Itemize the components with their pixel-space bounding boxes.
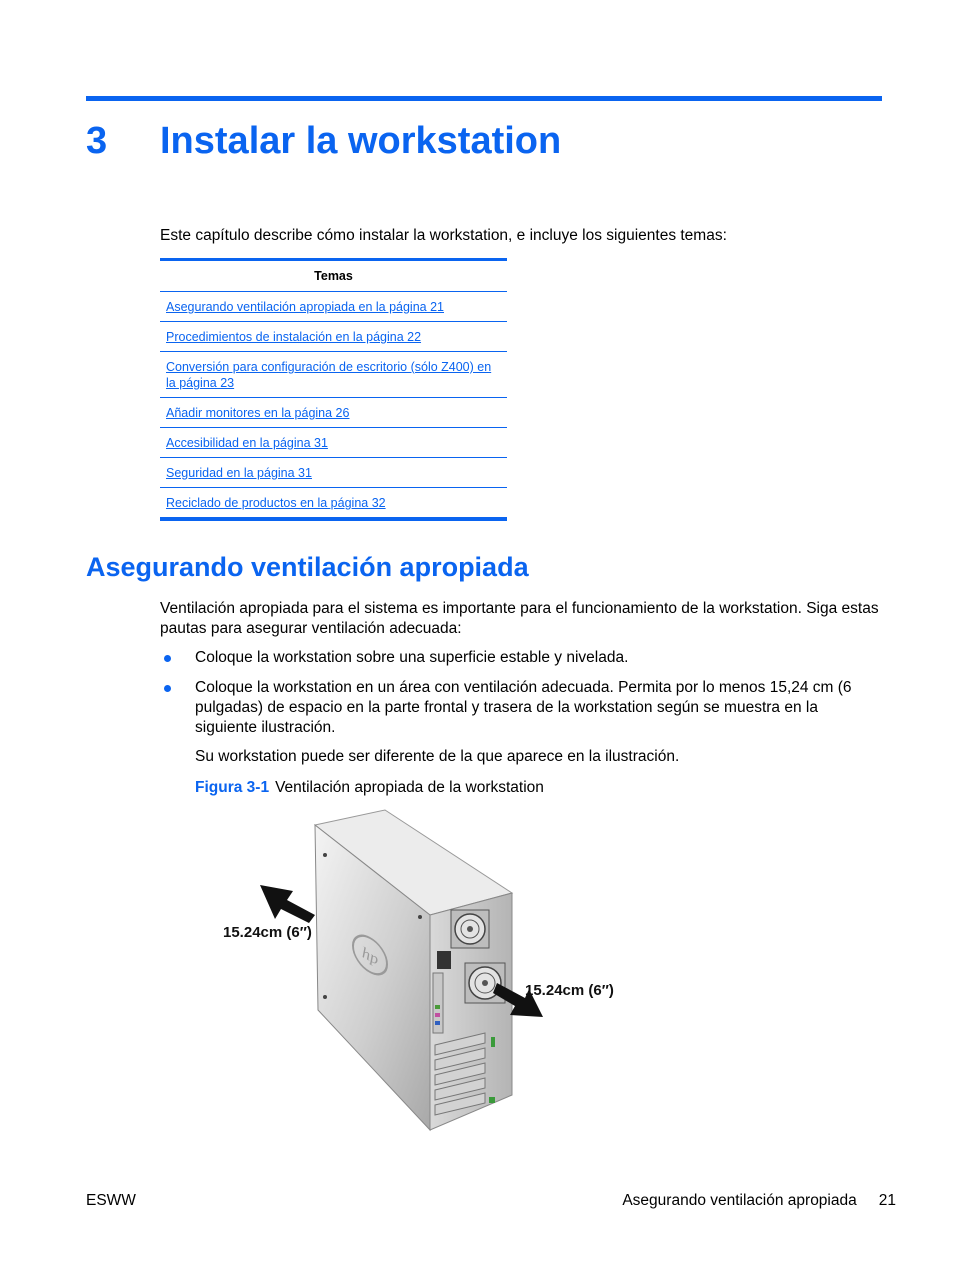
bullet-text: Coloque la workstation sobre una superficie estable y nivelada. — [195, 649, 629, 666]
topic-row — [160, 322, 507, 352]
section-title: Asegurando ventilación apropiada — [86, 552, 529, 582]
footer-section: Asegurando ventilación apropiada — [622, 1192, 857, 1209]
topic-row — [160, 428, 507, 458]
topic-row — [160, 292, 507, 322]
topic-link-ventilacion[interactable]: Asegurando ventilación apropiada en la página 21 — [166, 300, 444, 314]
workstation-figure — [215, 805, 635, 1140]
figure-label: Figura 3-1 — [195, 779, 270, 796]
topic-row — [160, 352, 507, 398]
topics-header: Temas — [160, 261, 507, 292]
front-airflow-arrow-icon — [260, 885, 315, 923]
chapter-rule — [86, 96, 882, 101]
power-socket — [437, 951, 451, 969]
expansion-slots — [435, 1033, 485, 1115]
topic-link-conversion[interactable]: Conversión para configuración de escritorio (sólo Z400) en la página 23 — [166, 360, 492, 390]
figure-caption-text: Ventilación apropiada de la workstation — [275, 779, 544, 796]
chapter-title: Instalar la workstation — [160, 120, 562, 162]
bullet-dot-icon — [164, 685, 171, 692]
bullet-text: Coloque la workstation en un área con ventilación adecuada. Permita por lo menos 15,24 cm (6 pulgadas) de espacio en la parte frontal y trasera de la workstation según se muestra en la siguiente ilustración. — [195, 679, 852, 736]
figure-caption — [195, 778, 544, 798]
footer-right — [622, 1192, 896, 1210]
rear-clearance-label: 15.24cm (6″) — [525, 982, 614, 999]
topic-row — [160, 398, 507, 428]
workstation-illustration — [215, 805, 635, 1140]
page-number: 21 — [878, 1192, 896, 1209]
topics-table — [160, 258, 507, 521]
bullet-dot-icon — [164, 655, 171, 662]
topic-link-instalacion[interactable]: Procedimientos de instalación en la página 22 — [166, 330, 422, 344]
topic-link-seguridad[interactable]: Seguridad en la página 31 — [166, 466, 312, 480]
front-clearance-label: 15.24cm (6″) — [223, 924, 312, 941]
topic-link-monitores[interactable]: Añadir monitores en la página 26 — [166, 406, 350, 420]
hp-logo-text: hp — [362, 942, 378, 969]
note-paragraph: Su workstation puede ser diferente de la que aparece en la ilustración. — [195, 748, 680, 765]
chapter-number: 3 — [86, 120, 108, 162]
topics-bottom-rule — [160, 518, 507, 521]
topic-link-reciclado[interactable]: Reciclado de productos en la página 32 — [166, 496, 386, 510]
section-paragraph: Ventilación apropiada para el sistema es importante para el funcionamiento de la workstation. Siga estas pautas para asegurar ventilación adecuada: — [160, 600, 879, 637]
intro-paragraph: Este capítulo describe cómo instalar la workstation, e incluye los siguientes temas: — [160, 227, 727, 244]
footer-left: ESWW — [86, 1192, 136, 1209]
topic-row — [160, 488, 507, 518]
topic-row — [160, 458, 507, 488]
topic-link-accesibilidad[interactable]: Accesibilidad en la página 31 — [166, 436, 328, 450]
